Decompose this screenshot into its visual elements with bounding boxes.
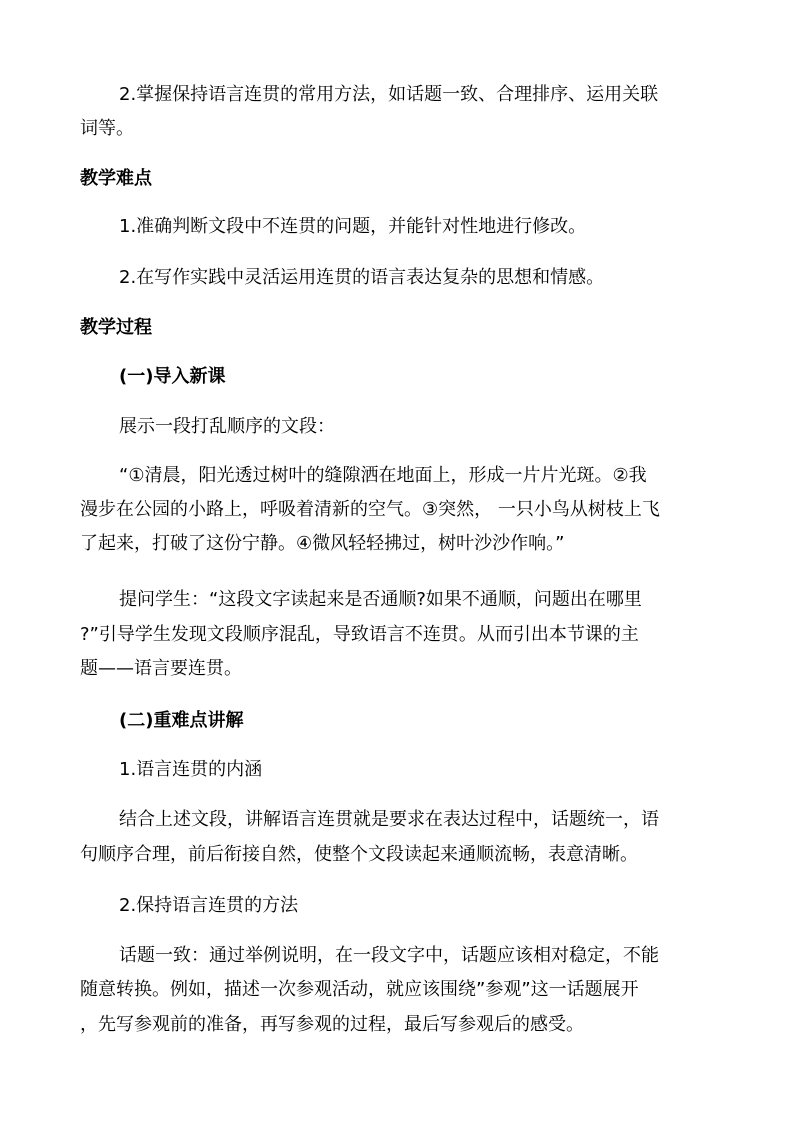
objective-2-line-1: 2.掌握保持语言连贯的常用方法，如话题一致、合理排序、运用关联 [119,84,659,105]
heading-teaching-process: 教学过程 [80,317,152,338]
point-1-title: 1.语言连贯的内涵 [119,759,263,780]
point-1-body-line-2: 句顺序合理，前后衔接自然，使整个文段读起来通顺流畅，表意清晰。 [80,844,638,865]
method-topic-line-1: 话题一致：通过举例说明，在一段文字中，话题应该相对稳定，不能 [119,945,659,966]
point-2-title: 2.保持语言连贯的方法 [119,895,299,916]
question-line-3: 题——语言要连贯。 [80,658,242,679]
method-topic-line-2: 随意转换。例如，描述一次参观活动，就应该围绕”参观”这一话题展开 [80,979,639,1000]
heading-teaching-difficulties: 教学难点 [80,168,152,189]
method-topic-line-3: ，先写参观前的准备，再写参观的过程，最后写参观后的感受。 [80,1014,584,1035]
sample-passage-line-2: 漫步在公园的小路上，呼吸着清新的空气。③突然， 一只小鸟从树枝上飞 [80,499,660,520]
question-line-1: 提问学生：“这段文字读起来是否通顺?如果不通顺，问题出在哪里 [119,589,642,610]
subheading-key-points: (二)重难点讲解 [119,710,244,731]
intro-show-text: 展示一段打乱顺序的文段： [119,416,335,437]
difficulty-2: 2.在写作实践中灵活运用连贯的语言表达复杂的思想和情感。 [119,267,605,288]
question-line-2: ?”引导学生发现文段顺序混乱，导致语言不连贯。从而引出本节课的主 [80,624,639,645]
point-1-body-line-1: 结合上述文段，讲解语言连贯就是要求在表达过程中，话题统一，语 [119,809,659,830]
sample-passage-line-3: 了起来，打破了这份宁静。④微风轻轻拂过，树叶沙沙作响。” [80,533,565,554]
subheading-intro: (一)导入新课 [119,366,226,387]
sample-passage-line-1: “①清晨，阳光透过树叶的缝隙洒在地面上，形成一片片光斑。②我 [119,465,647,486]
objective-2-line-2: 词等。 [80,118,134,139]
difficulty-1: 1.准确判断文段中不连贯的问题，并能针对性地进行修改。 [119,216,587,237]
